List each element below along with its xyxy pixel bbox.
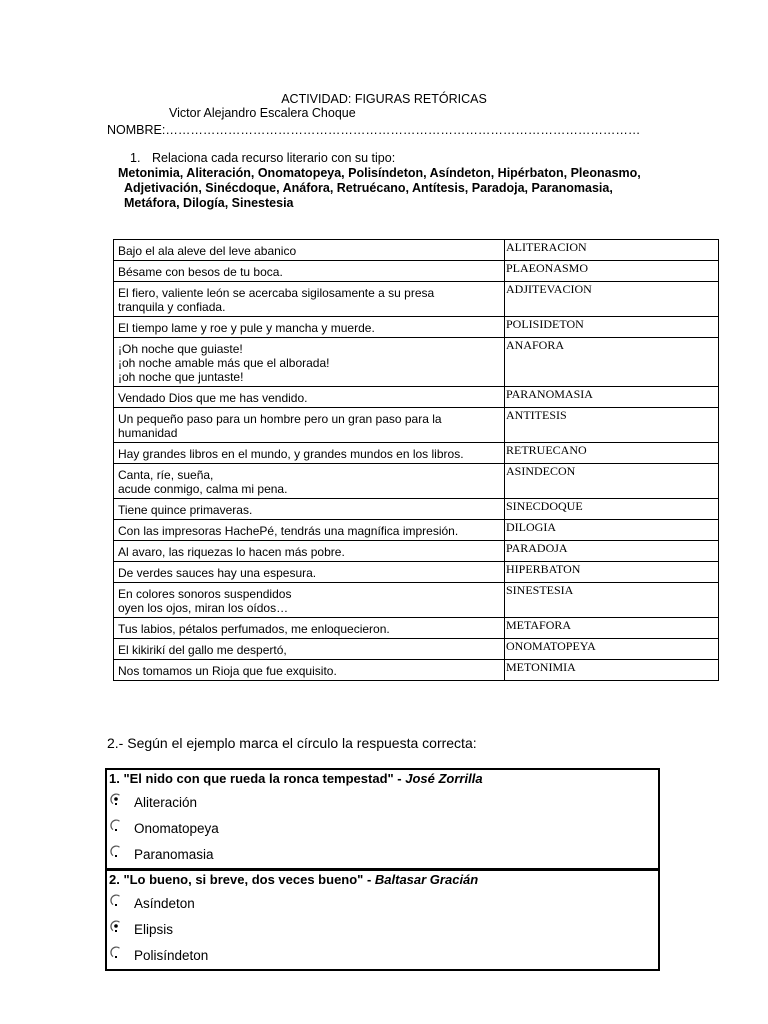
option-label: Elipsis (134, 922, 174, 937)
table-row (114, 338, 719, 387)
name-line: NOMBRE:…………………………………………………………………………………………………… (107, 123, 641, 137)
example-text-cell: Hay grandes libros en el mundo, y grandes mundos en los libros. (114, 443, 505, 464)
example-text-cell: ¡Oh noche que guiaste! ¡oh noche amable más que el alborada! ¡oh noche que juntaste! (114, 338, 505, 387)
question-2-box (105, 869, 660, 971)
example-text-cell: Con las impresoras HachePé, tendrás una magnífica impresión. (114, 520, 505, 541)
example-text-cell: Al avaro, las riquezas lo hacen más pobre. (114, 541, 505, 562)
example-text-cell: Tus labios, pétalos perfumados, me enloquecieron. (114, 618, 505, 639)
table-row (114, 408, 719, 443)
answer-cell[interactable]: METONIMIA (505, 660, 719, 681)
question-2-option-2[interactable] (107, 915, 658, 941)
option-label: Asíndeton (134, 896, 195, 911)
table-row (114, 240, 719, 261)
radio-unchecked-icon[interactable] (110, 819, 122, 831)
option-label: Polisíndeton (134, 948, 209, 963)
table-row (114, 660, 719, 681)
answer-cell[interactable]: ONOMATOPEYA (505, 639, 719, 660)
question-1-option-3[interactable] (107, 840, 658, 866)
radio-checked-icon[interactable] (110, 793, 122, 805)
question-1-option-2[interactable] (107, 814, 658, 840)
table-row (114, 317, 719, 338)
answer-cell[interactable]: ANAFORA (505, 338, 719, 387)
answer-cell[interactable]: POLISIDETON (505, 317, 719, 338)
section1-number: 1. (130, 151, 141, 165)
figure-types-list (118, 166, 658, 211)
question-2-option-1[interactable] (107, 889, 658, 915)
radio-unchecked-icon[interactable] (110, 894, 122, 906)
answer-cell[interactable]: PLAEONASMO (505, 261, 719, 282)
section2-instruction: 2.- Según el ejemplo marca el círculo la respuesta correcta: (107, 735, 477, 751)
table-row (114, 261, 719, 282)
radio-checked-icon[interactable] (110, 920, 122, 932)
option-label: Onomatopeya (134, 821, 219, 836)
question-2-option-3[interactable] (107, 941, 658, 967)
question-1-quote: 1. "El nido con que rueda la ronca tempestad" - (109, 771, 406, 786)
question-1-options (107, 788, 658, 866)
table-row (114, 520, 719, 541)
option-label: Paranomasia (134, 847, 214, 862)
example-text-cell: Tiene quince primaveras. (114, 499, 505, 520)
example-text-cell: En colores sonoros suspendidos oyen los ojos, miran los oídos… (114, 583, 505, 618)
table-row (114, 618, 719, 639)
types-line-1: Metonimia, Aliteración, Onomatopeya, Polisíndeton, Asíndeton, Hipérbaton, Pleonasmo, (118, 166, 641, 180)
answer-cell[interactable]: RETRUECANO (505, 443, 719, 464)
example-text-cell: Un pequeño paso para un hombre pero un gran paso para la humanidad (114, 408, 505, 443)
radio-unchecked-icon[interactable] (110, 845, 122, 857)
types-line-2: Adjetivación, Sinécdoque, Anáfora, Retruécano, Antítesis, Paradoja, Paranomasia, (124, 181, 613, 195)
example-text-cell: El fiero, valiente león se acercaba sigilosamente a su presa tranquila y confiada. (114, 282, 505, 317)
question-1-heading (107, 770, 658, 786)
question-2-quote: 2. "Lo bueno, si breve, dos veces bueno" - (109, 872, 375, 887)
answer-cell[interactable]: SINESTESIA (505, 583, 719, 618)
example-text-cell: El kikirikí del gallo me despertó, (114, 639, 505, 660)
answer-cell[interactable]: HIPERBATON (505, 562, 719, 583)
radio-unchecked-icon[interactable] (110, 946, 122, 958)
table-row (114, 639, 719, 660)
answer-cell[interactable]: ANTITESIS (505, 408, 719, 443)
table-row (114, 443, 719, 464)
question-1-author: José Zorrilla (405, 771, 483, 786)
author-name: Victor Alejandro Escalera Choque (169, 106, 356, 120)
option-label: Aliteración (134, 795, 198, 810)
question-2-options (107, 889, 658, 967)
table-row (114, 541, 719, 562)
answer-cell[interactable]: ALITERACION (505, 240, 719, 261)
answer-cell[interactable]: SINECDOQUE (505, 499, 719, 520)
answer-cell[interactable]: DILOGIA (505, 520, 719, 541)
types-line-3: Metáfora, Dilogía, Sinestesia (124, 196, 294, 210)
section1-instruction-text: Relaciona cada recurso literario con su tipo: (152, 151, 396, 165)
example-text-cell: De verdes sauces hay una espesura. (114, 562, 505, 583)
answer-cell[interactable]: ADJITEVACION (505, 282, 719, 317)
question-2-author: Baltasar Gracián (374, 872, 479, 887)
answer-cell[interactable]: PARANOMASIA (505, 387, 719, 408)
table-row (114, 499, 719, 520)
question-1-option-1[interactable] (107, 788, 658, 814)
matching-table (113, 239, 719, 681)
answer-cell[interactable]: PARADOJA (505, 541, 719, 562)
table-row (114, 583, 719, 618)
answer-cell[interactable]: ASINDECON (505, 464, 719, 499)
example-text-cell: Bésame con besos de tu boca. (114, 261, 505, 282)
example-text-cell: Canta, ríe, sueña, acude conmigo, calma mi pena. (114, 464, 505, 499)
question-2-heading (107, 871, 658, 887)
answer-cell[interactable]: METAFORA (505, 618, 719, 639)
table-row (114, 464, 719, 499)
table-row (114, 387, 719, 408)
example-text-cell: Bajo el ala aleve del leve abanico (114, 240, 505, 261)
table-row (114, 562, 719, 583)
example-text-cell: El tiempo lame y roe y pule y mancha y muerde. (114, 317, 505, 338)
example-text-cell: Vendado Dios que me has vendido. (114, 387, 505, 408)
example-text-cell: Nos tomamos un Rioja que fue exquisito. (114, 660, 505, 681)
question-1-box (105, 768, 660, 870)
section1-instruction (130, 151, 395, 165)
page-title: ACTIVIDAD: FIGURAS RETÓRICAS (281, 92, 487, 106)
table-row (114, 282, 719, 317)
